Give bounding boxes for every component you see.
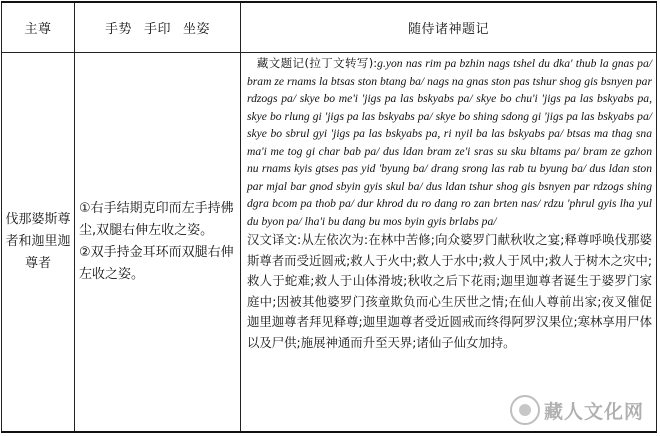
header-row (2, 2, 657, 53)
watermark-text: 藏人文化网 (543, 400, 644, 423)
header-inscriptions-label: 随侍诸神题记 (407, 22, 489, 37)
header-gesture (75, 2, 241, 53)
gesture-cell (75, 53, 241, 433)
header-deity (2, 2, 75, 53)
watermark-logo-icon (510, 395, 540, 425)
table-row (2, 53, 657, 433)
header-posture-label: 坐姿 (183, 22, 211, 37)
inscription-transliteration: g.yon nas rim pa bzhin nags tshel du dka' thub la gnas pa/ bram ze rnams la btsas ston btang ba/ nags na gnas ston pas tshur shog gis bsnyen par rdzogs pa/ skye bo me'i 'jigs pa las bskyabs pa/ skye bo chu'i 'jigs pa las bskyabs pa, skye bo rlung gi 'jigs pa las bskyabs pa/ skye bo shing sdong gi 'jigs pa las bskyabs pa/ skye bo sbrul gyi 'jigs pa las bskyabs pa, ri nyil ba las bskyabs pa/ btsas ma thag sna ma'i me tog gi char bab pa/ dus ldan bram ze'i sras su sku bltams pa/ bram ze gzhon nu rnams kyis gtses pas yid 'byung ba/ drang srong las rab tu byung ba/ dus ldan ston par mjal bar gnod sbyin gyis skul ba/ dus ldan tshur shog gis bsnyen par rdzogs shing dgra bcom pa thob pa/ dur khrod du ro dang ro zan brten nas/ rdzu 'phrul gyis lha yul du byon pa/ lha'i bu dang bu mos byin gyis brlabs pa/ (247, 57, 652, 228)
header-deity-label: 主尊 (24, 22, 52, 37)
inscription-label: 藏文题记(拉丁文转写): (256, 56, 378, 70)
gesture-item-1: ①右手结期克印而左手持佛尘,双腿右伸左收之姿。 (79, 201, 234, 238)
header-gesture-label: 手势 (104, 22, 132, 37)
murals-table (1, 1, 657, 433)
header-inscriptions (241, 2, 657, 53)
chinese-translation: 汉文译文:从左依次为:在林中苦修;向众婆罗门献秋收之宴;释尊呼唤伐那婆斯尊者而受近圆戒;救人于火中;救人于水中;救人于风中;救人于树木之灾中;救人于蛇难;救人于山体滑坡;秋收之后下花雨;迦里迦尊者诞生于婆罗门家庭中;因被其他婆罗门孩童欺负而心生厌世之情;在仙人尊前出家;夜叉催促迦里迦尊者拜见释尊;迦里迦尊者受近圆戒而终得阿罗汉果位;寒林享用尸体以及尸供;施展神通而升至天界;诸仙子仙女加持。 (247, 232, 652, 350)
deity-name: 伐那婆斯尊者和迦里迦尊者 (5, 212, 71, 271)
gesture-item-2: ②双手持金耳环而双腿右伸左收之姿。 (79, 245, 234, 282)
inscription-cell (241, 53, 657, 433)
tibetan-inscription (247, 55, 652, 230)
header-mudra-label: 手印 (143, 22, 171, 37)
watermark (510, 395, 644, 425)
deity-cell (2, 53, 75, 433)
